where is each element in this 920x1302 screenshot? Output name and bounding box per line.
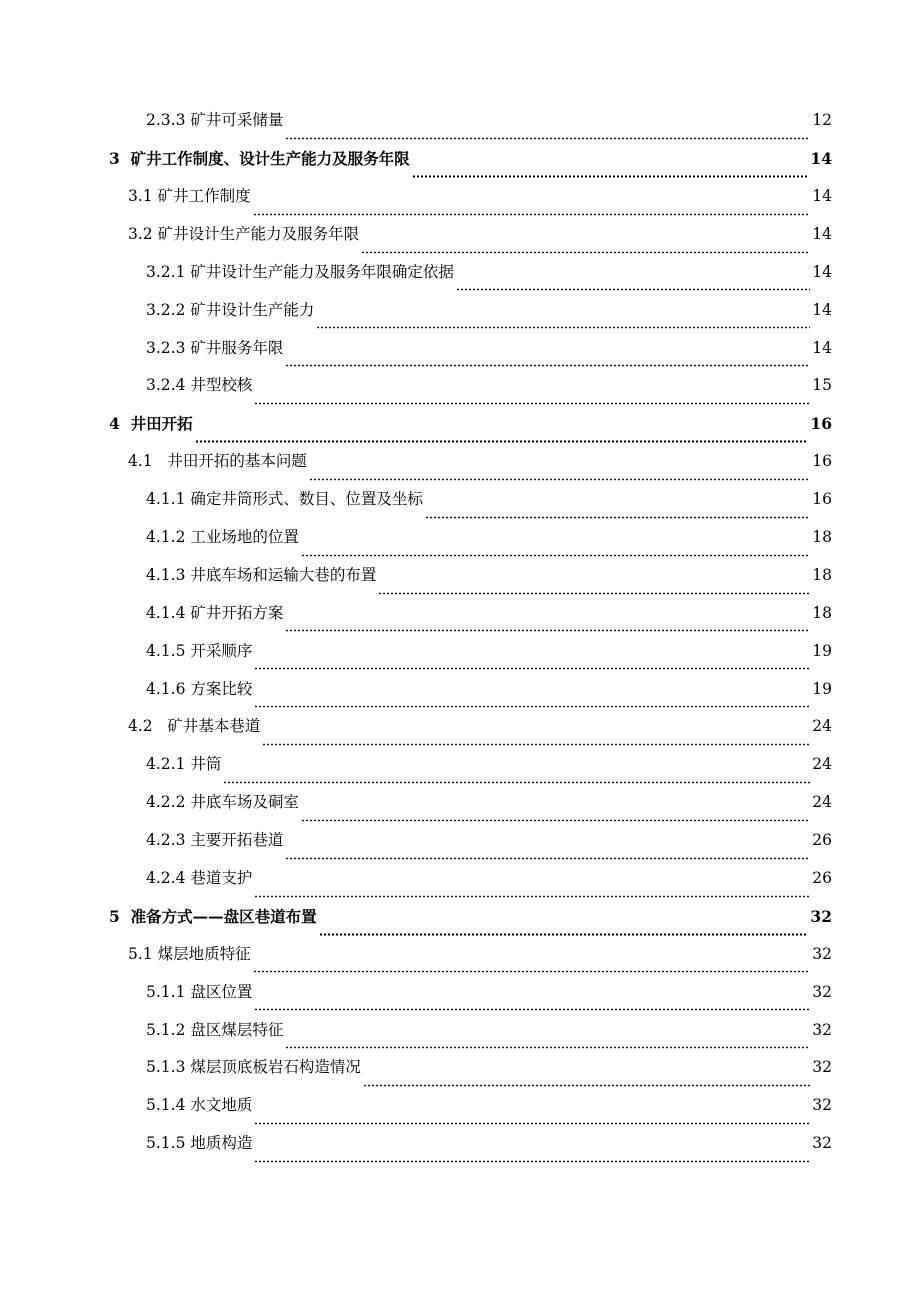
dot-leader bbox=[254, 885, 810, 898]
toc-entry-title: 4.1.1 确定井筒形式、数目、位置及坐标 bbox=[146, 490, 423, 509]
toc-entry[interactable] bbox=[0, 784, 920, 822]
dot-leader bbox=[254, 392, 810, 405]
toc-entry-title: 4.1 井田开拓的基本问题 bbox=[128, 452, 307, 471]
dot-leader bbox=[285, 1036, 810, 1049]
dot-leader bbox=[223, 771, 810, 784]
toc-entry[interactable] bbox=[0, 1049, 920, 1087]
toc-entry-page-number: 14 bbox=[810, 149, 832, 169]
toc-entry-page-number: 32 bbox=[812, 1096, 832, 1115]
toc-entry-page-number: 32 bbox=[812, 1058, 832, 1077]
toc-entry-page-number: 16 bbox=[812, 490, 832, 509]
dot-leader bbox=[254, 657, 810, 670]
toc-entry-page-number: 18 bbox=[812, 565, 832, 584]
toc-entry-page-number: 24 bbox=[812, 717, 832, 736]
toc-entry[interactable] bbox=[0, 102, 920, 140]
toc-entry-page-number: 32 bbox=[810, 906, 832, 926]
dot-leader bbox=[253, 203, 811, 216]
dot-leader bbox=[301, 544, 810, 557]
toc-entry[interactable] bbox=[0, 140, 920, 178]
toc-entry-title: 3.2.3 矿井服务年限 bbox=[146, 338, 284, 357]
dot-leader bbox=[195, 430, 809, 443]
toc-entry[interactable] bbox=[0, 595, 920, 633]
dot-leader bbox=[319, 923, 809, 936]
toc-entry-title: 3.1 矿井工作制度 bbox=[128, 186, 251, 205]
toc-entry-title: 5 准备方式——盘区巷道布置 bbox=[109, 906, 317, 926]
dot-leader bbox=[254, 998, 810, 1011]
toc-entry-page-number: 32 bbox=[812, 1134, 832, 1153]
toc-entry-title: 3.2.1 矿井设计生产能力及服务年限确定依据 bbox=[146, 262, 454, 281]
dot-leader bbox=[285, 619, 810, 632]
toc-entry[interactable] bbox=[0, 860, 920, 898]
toc-entry-title: 5.1.3 煤层顶底板岩石构造情况 bbox=[146, 1058, 361, 1077]
dot-leader bbox=[253, 960, 811, 973]
toc-entry[interactable] bbox=[0, 632, 920, 670]
toc-entry-title: 4.1.6 方案比较 bbox=[146, 679, 253, 698]
toc-entry-page-number: 14 bbox=[812, 338, 832, 357]
toc-entry-page-number: 12 bbox=[812, 111, 832, 130]
toc-entry[interactable] bbox=[0, 178, 920, 216]
toc-entry[interactable] bbox=[0, 1125, 920, 1163]
toc-entry-page-number: 32 bbox=[812, 982, 832, 1001]
table-of-contents bbox=[0, 102, 920, 1163]
toc-entry-title: 4.1.4 矿井开拓方案 bbox=[146, 603, 284, 622]
toc-entry[interactable] bbox=[0, 519, 920, 557]
toc-entry-page-number: 18 bbox=[812, 527, 832, 546]
dot-leader bbox=[262, 733, 810, 746]
toc-entry[interactable] bbox=[0, 443, 920, 481]
toc-entry[interactable] bbox=[0, 746, 920, 784]
toc-entry-page-number: 24 bbox=[812, 755, 832, 774]
toc-entry-title: 5.1.4 水文地质 bbox=[146, 1096, 253, 1115]
dot-leader bbox=[254, 1150, 810, 1163]
toc-entry[interactable] bbox=[0, 1087, 920, 1125]
toc-entry-title: 4.2.3 主要开拓巷道 bbox=[146, 831, 284, 850]
toc-entry[interactable] bbox=[0, 708, 920, 746]
toc-entry[interactable] bbox=[0, 367, 920, 405]
dot-leader bbox=[412, 165, 809, 178]
toc-entry-title: 3.2.2 矿井设计生产能力 bbox=[146, 300, 315, 319]
dot-leader bbox=[285, 354, 810, 367]
toc-entry[interactable] bbox=[0, 898, 920, 936]
toc-entry-page-number: 14 bbox=[812, 262, 832, 281]
toc-entry-page-number: 14 bbox=[812, 300, 832, 319]
toc-entry-page-number: 14 bbox=[812, 186, 832, 205]
toc-entry-title: 5.1.5 地质构造 bbox=[146, 1134, 253, 1153]
toc-entry[interactable] bbox=[0, 936, 920, 974]
toc-entry[interactable] bbox=[0, 254, 920, 292]
toc-entry-page-number: 14 bbox=[812, 224, 832, 243]
toc-entry-title: 4.2.2 井底车场及硐室 bbox=[146, 793, 299, 812]
dot-leader bbox=[254, 1112, 810, 1125]
toc-entry-title: 2.3.3 矿井可采储量 bbox=[146, 111, 284, 130]
toc-entry[interactable] bbox=[0, 822, 920, 860]
toc-entry-title: 3.2.4 井型校核 bbox=[146, 376, 253, 395]
toc-entry[interactable] bbox=[0, 1011, 920, 1049]
toc-entry-title: 5.1 煤层地质特征 bbox=[128, 944, 251, 963]
toc-entry-title: 5.1.2 盘区煤层特征 bbox=[146, 1020, 284, 1039]
toc-entry-title: 4.1.3 井底车场和运输大巷的布置 bbox=[146, 565, 377, 584]
dot-leader bbox=[378, 582, 810, 595]
toc-entry-page-number: 15 bbox=[812, 376, 832, 395]
dot-leader bbox=[363, 1074, 810, 1087]
toc-entry-page-number: 26 bbox=[812, 831, 832, 850]
toc-entry-title: 4.2.4 巷道支护 bbox=[146, 869, 253, 887]
toc-entry[interactable] bbox=[0, 329, 920, 367]
toc-entry-page-number: 32 bbox=[812, 1020, 832, 1039]
toc-entry-title: 4 井田开拓 bbox=[109, 414, 193, 434]
toc-entry[interactable] bbox=[0, 481, 920, 519]
dot-leader bbox=[285, 127, 810, 140]
toc-entry-page-number: 24 bbox=[812, 793, 832, 812]
toc-entry-title: 3.2 矿井设计生产能力及服务年限 bbox=[128, 224, 360, 243]
toc-entry-title: 4.1.5 开采顺序 bbox=[146, 641, 253, 660]
dot-leader bbox=[301, 809, 810, 822]
toc-entry-page-number: 18 bbox=[812, 603, 832, 622]
toc-entry[interactable] bbox=[0, 405, 920, 443]
toc-entry-title: 3 矿井工作制度、设计生产能力及服务年限 bbox=[109, 149, 410, 169]
toc-entry-title: 4.2 矿井基本巷道 bbox=[128, 717, 261, 736]
dot-leader bbox=[254, 695, 810, 708]
toc-entry-title: 4.1.2 工业场地的位置 bbox=[146, 527, 299, 546]
toc-entry-page-number: 16 bbox=[812, 452, 832, 471]
dot-leader bbox=[425, 506, 810, 519]
dot-leader bbox=[285, 847, 810, 860]
dot-leader bbox=[456, 278, 810, 291]
dot-leader bbox=[361, 241, 810, 254]
dot-leader bbox=[309, 468, 810, 481]
toc-entry[interactable] bbox=[0, 557, 920, 595]
toc-entry[interactable] bbox=[0, 291, 920, 329]
toc-entry[interactable] bbox=[0, 973, 920, 1011]
toc-entry-page-number: 19 bbox=[812, 641, 832, 660]
toc-entry-title: 5.1.1 盘区位置 bbox=[146, 982, 253, 1001]
dot-leader bbox=[316, 316, 810, 329]
toc-entry-page-number: 16 bbox=[810, 414, 832, 434]
toc-entry[interactable] bbox=[0, 216, 920, 254]
toc-entry-page-number: 32 bbox=[812, 944, 832, 963]
toc-entry-page-number: 26 bbox=[812, 869, 832, 887]
toc-entry-title: 4.2.1 井筒 bbox=[146, 755, 222, 774]
toc-entry[interactable] bbox=[0, 670, 920, 708]
toc-entry-page-number: 19 bbox=[812, 679, 832, 698]
